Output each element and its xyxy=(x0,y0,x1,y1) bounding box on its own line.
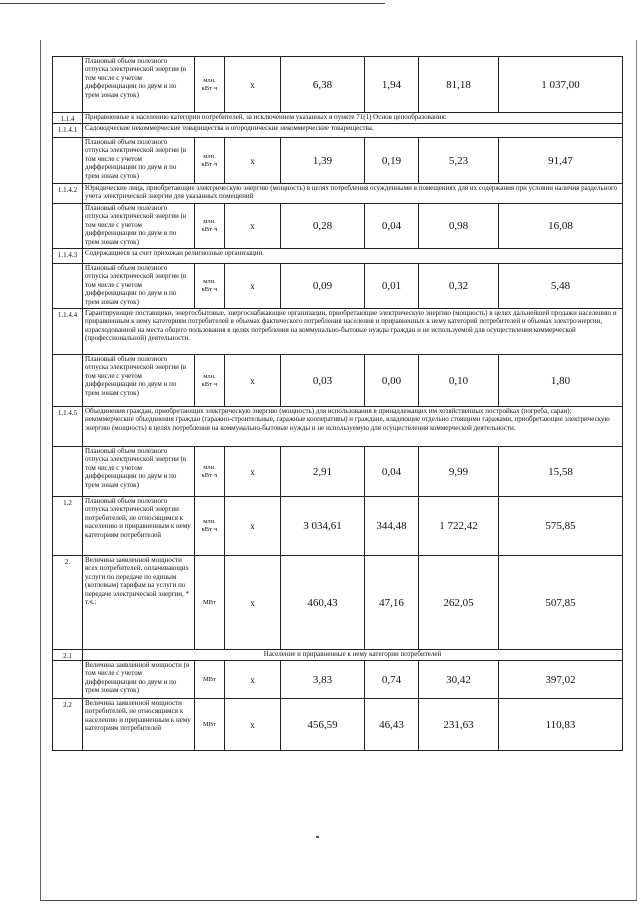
value-cell-4: 110,83 xyxy=(499,699,623,751)
unit-cell: млн. кВт·ч xyxy=(195,497,225,556)
table-row xyxy=(53,204,623,249)
value-cell-3: 81,18 xyxy=(419,57,499,113)
stray-mark xyxy=(316,836,319,838)
section-row xyxy=(53,113,623,124)
row-number xyxy=(53,138,83,184)
x-cell: x xyxy=(225,661,281,699)
indicator-name: Величина заявленной мощности потребителей, не относящимся к населению и приравненным к нему категориям потребителей xyxy=(83,699,195,751)
indicator-name: Величина заявленной мощности (в том числе с учетом дифференциации по двум и по трем зонам суток) xyxy=(83,661,195,699)
row-number xyxy=(53,661,83,699)
value-cell-3: 5,23 xyxy=(419,138,499,184)
unit-cell: МВт xyxy=(195,699,225,751)
row-number xyxy=(53,264,83,309)
x-cell: x xyxy=(225,447,281,497)
row-number: 1.1.4 xyxy=(53,113,83,124)
unit-cell: млн. кВт·ч xyxy=(195,204,225,249)
value-cell-4: 5,48 xyxy=(499,264,623,309)
value-cell-3: 231,63 xyxy=(419,699,499,751)
x-cell: x xyxy=(225,497,281,556)
value-cell-3: 0,32 xyxy=(419,264,499,309)
value-cell-4: 507,85 xyxy=(499,556,623,650)
value-cell-3: 0,10 xyxy=(419,355,499,407)
row-number: 2. xyxy=(53,556,83,650)
value-cell-2: 0,01 xyxy=(365,264,419,309)
value-cell-4: 1,80 xyxy=(499,355,623,407)
row-number: 1.1.4.1 xyxy=(53,124,83,138)
value-cell-4: 91,47 xyxy=(499,138,623,184)
value-cell-1: 0,03 xyxy=(281,355,365,407)
section-title: Приравненные к населению категории потребителей, за исключением указанных в пункте 71(1) Основ ценообразования: xyxy=(83,113,623,124)
unit-cell: млн. кВт·ч xyxy=(195,57,225,113)
section-row xyxy=(53,184,623,204)
section-title: Объединения граждан, приобретающих электрическую энергию (мощность) для использования в принадлежащих им хозяйственных постройках (погреба, сараи); некоммерческие объединения граждан (гаражно-строительные, гаражные кооперативы) и граждане, владеющие отдельно стоящими гаражами, приобретающие электрическую энергию (мощность) в целях потребления на коммунально-бытовые нужды и не используемую для осуществления коммерческой деятельности. xyxy=(83,407,623,447)
x-cell: x xyxy=(225,556,281,650)
x-cell: x xyxy=(225,264,281,309)
x-cell: x xyxy=(225,57,281,113)
unit-cell: млн. кВт·ч xyxy=(195,264,225,309)
table-row xyxy=(53,556,623,650)
section-row xyxy=(53,249,623,264)
unit-cell: млн. кВт·ч xyxy=(195,355,225,407)
row-number: 1.1.4.4 xyxy=(53,309,83,355)
x-cell: x xyxy=(225,204,281,249)
value-cell-1: 2,91 xyxy=(281,447,365,497)
indicator-name: Плановый объем полезного отпуска электрической энергии (в том числе с учетом дифференциации по двум и по трем зонам суток) xyxy=(83,57,195,113)
value-cell-2: 47,16 xyxy=(365,556,419,650)
value-cell-1: 3,83 xyxy=(281,661,365,699)
value-cell-2: 1,94 xyxy=(365,57,419,113)
section-title: Юридические лица, приобретающие электрическую энергию (мощность) в целях потребления осужденными в помещениях для их содержания при условии наличия раздельного учета электрической энергии для указанных помещений xyxy=(83,184,623,204)
value-cell-4: 397,02 xyxy=(499,661,623,699)
unit-cell: млн. кВт·ч xyxy=(195,138,225,184)
section-row xyxy=(53,124,623,138)
indicator-name: Плановый объем полезного отпуска электрической энергии (в том числе с учетом дифференциации по двум и по трем зонам суток) xyxy=(83,355,195,407)
section-title: Содержащиеся за счет прихожан религиозные организации. xyxy=(83,249,623,264)
table-row xyxy=(53,355,623,407)
table-row xyxy=(53,497,623,556)
value-cell-2: 0,04 xyxy=(365,204,419,249)
table-row xyxy=(53,138,623,184)
value-cell-3: 0,98 xyxy=(419,204,499,249)
indicator-name: Плановый объем полезного отпуска электрической энергии (в том числе с учетом дифференциации по двум и по трем зонам суток) xyxy=(83,204,195,249)
table-row xyxy=(53,661,623,699)
x-cell: x xyxy=(225,355,281,407)
section-title: Садоводческие некоммерческие товарищества и огороднические некоммерческие товарищества. xyxy=(83,124,623,138)
unit-cell: млн. кВт·ч xyxy=(195,447,225,497)
unit-cell: МВт xyxy=(195,661,225,699)
value-cell-1: 456,59 xyxy=(281,699,365,751)
value-cell-1: 3 034,61 xyxy=(281,497,365,556)
value-cell-3: 1 722,42 xyxy=(419,497,499,556)
value-cell-1: 0,09 xyxy=(281,264,365,309)
value-cell-4: 16,08 xyxy=(499,204,623,249)
indicator-name: Плановый объем полезного отпуска электрической энергии (в том числе с учетом дифференциации по двум и по трем зонам суток) xyxy=(83,447,195,497)
value-cell-1: 0,28 xyxy=(281,204,365,249)
value-cell-4: 15,58 xyxy=(499,447,623,497)
value-cell-4: 575,85 xyxy=(499,497,623,556)
top-rule xyxy=(0,3,385,4)
indicator-name: Величина заявленной мощности всех потребителей, оплачивающих услуги по передаче по единым (котловым) тарифам на услуги по передаче электрической энергии, * т.ч.: xyxy=(83,556,195,650)
table-row xyxy=(53,447,623,497)
indicator-name: Плановый объем полезного отпуска электрической энергии (в том числе с учетом дифференциации по двум и по трем зонам суток) xyxy=(83,264,195,309)
value-cell-2: 0,74 xyxy=(365,661,419,699)
row-number: 1.1.4.5 xyxy=(53,407,83,447)
x-cell: x xyxy=(225,699,281,751)
table-row xyxy=(53,264,623,309)
value-cell-1: 1,39 xyxy=(281,138,365,184)
value-cell-2: 0,00 xyxy=(365,355,419,407)
tariff-table xyxy=(52,56,623,751)
value-cell-4: 1 037,00 xyxy=(499,57,623,113)
indicator-name: Плановый объем полезного отпуска электрической энергии потребителей, не относящимся к населению и приравненным к нему категориям потребителей xyxy=(83,497,195,556)
section-title: Население и приравненные к нему категории потребителей xyxy=(83,650,623,661)
section-row xyxy=(53,407,623,447)
x-cell: x xyxy=(225,138,281,184)
value-cell-1: 6,38 xyxy=(281,57,365,113)
unit-cell: МВт xyxy=(195,556,225,650)
section-row xyxy=(53,309,623,355)
value-cell-1: 460,43 xyxy=(281,556,365,650)
table-row xyxy=(53,57,623,113)
value-cell-3: 30,42 xyxy=(419,661,499,699)
value-cell-3: 9,99 xyxy=(419,447,499,497)
row-number: 1.1.4.3 xyxy=(53,249,83,264)
section-row xyxy=(53,650,623,661)
row-number xyxy=(53,447,83,497)
row-number xyxy=(53,204,83,249)
value-cell-2: 0,19 xyxy=(365,138,419,184)
row-number xyxy=(53,57,83,113)
indicator-name: Плановый объем полезного отпуска электрической энергии (в том числе с учетом дифференциации по двум и по трем зонам суток) xyxy=(83,138,195,184)
row-number: 1.2 xyxy=(53,497,83,556)
row-number xyxy=(53,355,83,407)
row-number: 2.2 xyxy=(53,699,83,751)
value-cell-2: 0,04 xyxy=(365,447,419,497)
value-cell-2: 344,48 xyxy=(365,497,419,556)
table-row xyxy=(53,699,623,751)
row-number: 1.1.4.2 xyxy=(53,184,83,204)
value-cell-3: 262,05 xyxy=(419,556,499,650)
value-cell-2: 46,43 xyxy=(365,699,419,751)
row-number: 2.1 xyxy=(53,650,83,661)
section-title: Гарантирующие поставщики, энергосбытовые, энергоснабжающие организации, приобретающие электрическую энергию (мощность) в целях дальнейшей продажи населению и приравненным к нему категориям потребителей в объемах фактического потребления населения и приравненных к нему категорий потребителей и объемах электроэнергии, израсходованной на места общего пользования в целях потребления на коммунально-бытовые нужды граждан и не используемой для осуществления коммерческой (профессиональной) деятельности. xyxy=(83,309,623,355)
